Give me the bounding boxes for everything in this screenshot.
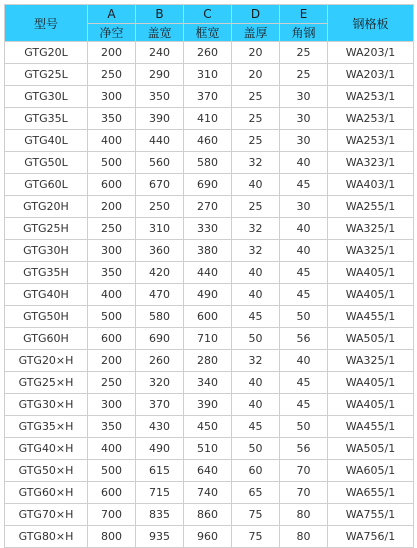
angle-steel-cell: 30	[280, 130, 328, 152]
clear-span-cell: 600	[88, 328, 136, 350]
angle-steel-cell: 45	[280, 262, 328, 284]
header-row-letters	[5, 5, 414, 24]
cover-width-cell: 440	[136, 130, 184, 152]
table-row	[5, 328, 414, 350]
model-cell: GTG70×H	[5, 504, 88, 526]
model-cell: GTG35H	[5, 262, 88, 284]
model-cell: GTG25H	[5, 218, 88, 240]
angle-steel-cell: 56	[280, 328, 328, 350]
cover-thickness-cell: 50	[232, 328, 280, 350]
grate-cell: WA203/1	[328, 64, 414, 86]
header-model: 型号	[5, 5, 88, 42]
angle-steel-cell: 40	[280, 350, 328, 372]
model-cell: GTG50L	[5, 152, 88, 174]
model-cell: GTG50×H	[5, 460, 88, 482]
cover-width-cell: 490	[136, 438, 184, 460]
cover-width-cell: 615	[136, 460, 184, 482]
cover-thickness-cell: 20	[232, 42, 280, 64]
frame-width-cell: 260	[184, 42, 232, 64]
cover-thickness-cell: 32	[232, 218, 280, 240]
frame-width-cell: 410	[184, 108, 232, 130]
cover-width-cell: 560	[136, 152, 184, 174]
clear-span-cell: 400	[88, 284, 136, 306]
cover-width-cell: 715	[136, 482, 184, 504]
grate-cell: WA403/1	[328, 174, 414, 196]
angle-steel-cell: 45	[280, 372, 328, 394]
table-row	[5, 152, 414, 174]
cover-width-cell: 250	[136, 196, 184, 218]
header-letter-b: B	[136, 5, 184, 24]
model-cell: GTG35L	[5, 108, 88, 130]
frame-width-cell: 330	[184, 218, 232, 240]
grate-cell: WA405/1	[328, 262, 414, 284]
header-letter-a: A	[88, 5, 136, 24]
cover-width-cell: 835	[136, 504, 184, 526]
clear-span-cell: 400	[88, 130, 136, 152]
model-cell: GTG25L	[5, 64, 88, 86]
clear-span-cell: 250	[88, 64, 136, 86]
cover-width-cell: 690	[136, 328, 184, 350]
angle-steel-cell: 25	[280, 64, 328, 86]
model-cell: GTG25×H	[5, 372, 88, 394]
grate-cell: WA325/1	[328, 240, 414, 262]
cover-thickness-cell: 32	[232, 350, 280, 372]
angle-steel-cell: 70	[280, 460, 328, 482]
cover-thickness-cell: 25	[232, 108, 280, 130]
cover-width-cell: 370	[136, 394, 184, 416]
clear-span-cell: 500	[88, 460, 136, 482]
clear-span-cell: 500	[88, 152, 136, 174]
header-letter-e: E	[280, 5, 328, 24]
spec-table	[4, 4, 414, 548]
angle-steel-cell: 50	[280, 416, 328, 438]
grate-cell: WA405/1	[328, 284, 414, 306]
angle-steel-cell: 30	[280, 108, 328, 130]
cover-width-cell: 240	[136, 42, 184, 64]
cover-thickness-cell: 65	[232, 482, 280, 504]
model-cell: GTG20H	[5, 196, 88, 218]
cover-width-cell: 320	[136, 372, 184, 394]
grate-cell: WA203/1	[328, 42, 414, 64]
table-row	[5, 196, 414, 218]
frame-width-cell: 310	[184, 64, 232, 86]
cover-thickness-cell: 25	[232, 130, 280, 152]
clear-span-cell: 200	[88, 42, 136, 64]
frame-width-cell: 390	[184, 394, 232, 416]
angle-steel-cell: 50	[280, 306, 328, 328]
frame-width-cell: 340	[184, 372, 232, 394]
grate-cell: WA455/1	[328, 306, 414, 328]
cover-width-cell: 935	[136, 526, 184, 548]
angle-steel-cell: 25	[280, 42, 328, 64]
grate-cell: WA255/1	[328, 196, 414, 218]
cover-width-cell: 390	[136, 108, 184, 130]
frame-width-cell: 370	[184, 86, 232, 108]
table-row	[5, 306, 414, 328]
cover-thickness-cell: 32	[232, 152, 280, 174]
angle-steel-cell: 30	[280, 86, 328, 108]
table-row	[5, 394, 414, 416]
cover-width-cell: 290	[136, 64, 184, 86]
grate-cell: WA325/1	[328, 218, 414, 240]
grate-cell: WA323/1	[328, 152, 414, 174]
frame-width-cell: 580	[184, 152, 232, 174]
table-row	[5, 64, 414, 86]
cover-thickness-cell: 75	[232, 526, 280, 548]
table-row	[5, 350, 414, 372]
model-cell: GTG35×H	[5, 416, 88, 438]
header-letter-d: D	[232, 5, 280, 24]
header-grate: 钢格板	[328, 5, 414, 42]
cover-width-cell: 430	[136, 416, 184, 438]
cover-width-cell: 260	[136, 350, 184, 372]
clear-span-cell: 200	[88, 350, 136, 372]
frame-width-cell: 740	[184, 482, 232, 504]
cover-width-cell: 360	[136, 240, 184, 262]
angle-steel-cell: 40	[280, 152, 328, 174]
frame-width-cell: 860	[184, 504, 232, 526]
frame-width-cell: 510	[184, 438, 232, 460]
angle-steel-cell: 56	[280, 438, 328, 460]
clear-span-cell: 250	[88, 218, 136, 240]
grate-cell: WA505/1	[328, 438, 414, 460]
cover-thickness-cell: 40	[232, 394, 280, 416]
cover-thickness-cell: 75	[232, 504, 280, 526]
grate-cell: WA755/1	[328, 504, 414, 526]
header-letter-c: C	[184, 5, 232, 24]
frame-width-cell: 280	[184, 350, 232, 372]
clear-span-cell: 600	[88, 174, 136, 196]
frame-width-cell: 600	[184, 306, 232, 328]
header-frame-width: 框宽	[184, 24, 232, 42]
clear-span-cell: 200	[88, 196, 136, 218]
model-cell: GTG40H	[5, 284, 88, 306]
model-cell: GTG40×H	[5, 438, 88, 460]
model-cell: GTG50H	[5, 306, 88, 328]
cover-thickness-cell: 20	[232, 64, 280, 86]
cover-thickness-cell: 45	[232, 306, 280, 328]
cover-thickness-cell: 40	[232, 372, 280, 394]
clear-span-cell: 800	[88, 526, 136, 548]
cover-width-cell: 310	[136, 218, 184, 240]
clear-span-cell: 600	[88, 482, 136, 504]
header-angle-steel: 角钢	[280, 24, 328, 42]
table-row	[5, 42, 414, 64]
table-body	[5, 42, 414, 548]
angle-steel-cell: 30	[280, 196, 328, 218]
frame-width-cell: 710	[184, 328, 232, 350]
table-row	[5, 86, 414, 108]
cover-thickness-cell: 40	[232, 174, 280, 196]
table-row	[5, 504, 414, 526]
clear-span-cell: 350	[88, 262, 136, 284]
cover-width-cell: 350	[136, 86, 184, 108]
grate-cell: WA325/1	[328, 350, 414, 372]
cover-width-cell: 420	[136, 262, 184, 284]
cover-thickness-cell: 45	[232, 416, 280, 438]
cover-width-cell: 670	[136, 174, 184, 196]
cover-width-cell: 580	[136, 306, 184, 328]
model-cell: GTG30L	[5, 86, 88, 108]
cover-thickness-cell: 60	[232, 460, 280, 482]
table-row	[5, 372, 414, 394]
table-row	[5, 174, 414, 196]
grate-cell: WA405/1	[328, 394, 414, 416]
table-row	[5, 526, 414, 548]
clear-span-cell: 700	[88, 504, 136, 526]
grate-cell: WA655/1	[328, 482, 414, 504]
angle-steel-cell: 45	[280, 174, 328, 196]
grate-cell: WA455/1	[328, 416, 414, 438]
table-row	[5, 438, 414, 460]
table-row	[5, 218, 414, 240]
cover-thickness-cell: 32	[232, 240, 280, 262]
header-clear-span: 净空	[88, 24, 136, 42]
angle-steel-cell: 80	[280, 504, 328, 526]
grate-cell: WA605/1	[328, 460, 414, 482]
model-cell: GTG80×H	[5, 526, 88, 548]
angle-steel-cell: 45	[280, 284, 328, 306]
model-cell: GTG60×H	[5, 482, 88, 504]
frame-width-cell: 690	[184, 174, 232, 196]
model-cell: GTG30×H	[5, 394, 88, 416]
table-row	[5, 460, 414, 482]
clear-span-cell: 350	[88, 416, 136, 438]
model-cell: GTG40L	[5, 130, 88, 152]
grate-cell: WA405/1	[328, 372, 414, 394]
angle-steel-cell: 40	[280, 218, 328, 240]
header-cover-width: 盖宽	[136, 24, 184, 42]
clear-span-cell: 300	[88, 240, 136, 262]
clear-span-cell: 500	[88, 306, 136, 328]
table-row	[5, 482, 414, 504]
frame-width-cell: 640	[184, 460, 232, 482]
frame-width-cell: 270	[184, 196, 232, 218]
angle-steel-cell: 40	[280, 240, 328, 262]
cover-thickness-cell: 25	[232, 86, 280, 108]
angle-steel-cell: 45	[280, 394, 328, 416]
clear-span-cell: 250	[88, 372, 136, 394]
model-cell: GTG30H	[5, 240, 88, 262]
clear-span-cell: 350	[88, 108, 136, 130]
cover-thickness-cell: 25	[232, 196, 280, 218]
frame-width-cell: 440	[184, 262, 232, 284]
table-row	[5, 130, 414, 152]
frame-width-cell: 490	[184, 284, 232, 306]
frame-width-cell: 960	[184, 526, 232, 548]
table-row	[5, 416, 414, 438]
model-cell: GTG60H	[5, 328, 88, 350]
grate-cell: WA756/1	[328, 526, 414, 548]
cover-thickness-cell: 40	[232, 262, 280, 284]
angle-steel-cell: 70	[280, 482, 328, 504]
cover-thickness-cell: 40	[232, 284, 280, 306]
frame-width-cell: 380	[184, 240, 232, 262]
grate-cell: WA253/1	[328, 86, 414, 108]
frame-width-cell: 450	[184, 416, 232, 438]
table-row	[5, 262, 414, 284]
model-cell: GTG20L	[5, 42, 88, 64]
cover-width-cell: 470	[136, 284, 184, 306]
grate-cell: WA505/1	[328, 328, 414, 350]
grate-cell: WA253/1	[328, 108, 414, 130]
header-cover-thickness: 盖厚	[232, 24, 280, 42]
table-row	[5, 108, 414, 130]
model-cell: GTG60L	[5, 174, 88, 196]
model-cell: GTG20×H	[5, 350, 88, 372]
frame-width-cell: 460	[184, 130, 232, 152]
grate-cell: WA253/1	[328, 130, 414, 152]
clear-span-cell: 300	[88, 394, 136, 416]
table-row	[5, 240, 414, 262]
table-row	[5, 284, 414, 306]
cover-thickness-cell: 50	[232, 438, 280, 460]
clear-span-cell: 400	[88, 438, 136, 460]
angle-steel-cell: 80	[280, 526, 328, 548]
clear-span-cell: 300	[88, 86, 136, 108]
table-header	[5, 5, 414, 42]
